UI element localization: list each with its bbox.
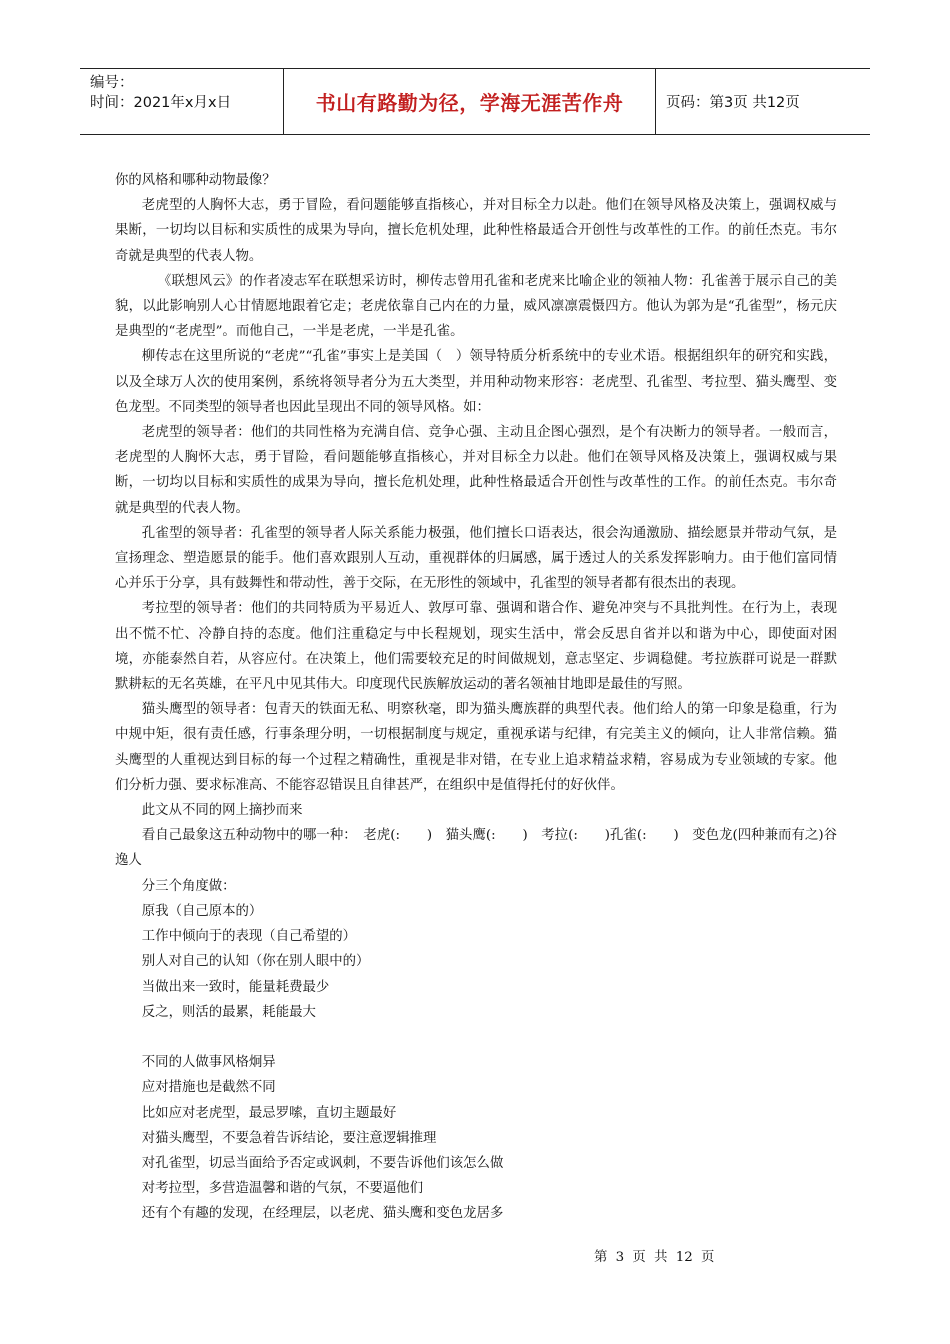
header-motto: 书山有路勤为径，学海无涯苦作舟	[284, 69, 656, 134]
paragraph: 柳传志在这里所说的“老虎”“孔雀”事实上是美国（ ）领导特质分析系统中的专业术语。根据组织年的研究和实践，以及全球万人次的使用案例，系统将领导者分为五大类型，并用种动物来形容：老虎型、孔雀型、考拉型、猫头鹰型、变色龙型。不同类型的领导者也因此呈现出不同的领导风格。如：	[115, 349, 837, 415]
list-item: 原我（自己原本的）	[141, 903, 263, 919]
list-item: 对考拉型，多营造温馨和谐的气氛，不要逼他们	[141, 1181, 423, 1197]
blank-line	[115, 1025, 837, 1050]
list-item: 分三个角度做：	[141, 878, 236, 894]
paragraph-question: 你的风格和哪种动物最像？	[115, 173, 276, 188]
list-item: 当做出来一致时，能量耗费最少	[141, 979, 330, 995]
list-item: 还有个有趣的发现，在经理层，以老虎、猫头鹰和变色龙居多	[141, 1206, 504, 1222]
paragraph: 猫头鹰型的领导者：包青天的铁面无私、明察秋毫，即为猫头鹰族群的典型代表。他们给人的第一印象是稳重，行为中规中矩，很有责任感，行事条理分明，一切根据制度与规定，重视承诺与纪律，有完美主义的倾向，让人非常信赖。猫头鹰型的人重视达到目标的每一个过程之精确性，重视是非对错，在专业上追求精益求精，容易成为专业领域的专家。他们分析力强、要求标准高、不能容忍错误且自律甚严，在组织中是值得托付的好伙伴。	[115, 702, 837, 793]
paragraph: 《联想风云》的作者凌志军在联想采访时，柳传志曾用孔雀和老虎来比喻企业的领袖人物：孔雀善于展示自己的美貌，以此影响别人心甘情愿地跟着它走；老虎依靠自己内在的力量，威风凛凛震慑四方。他认为郭为是“孔雀型”，杨元庆是典型的“老虎型”。而他自己，一半是老虎，一半是孔雀。	[115, 273, 837, 340]
list-item: 工作中倾向于的表现（自己希望的）	[141, 929, 357, 945]
list-item: 对孔雀型，切忌当面给予否定或讽刺，不要告诉他们该怎么做	[141, 1155, 504, 1171]
list-item: 比如应对老虎型，最忌罗嗦，直切主题最好	[141, 1105, 397, 1121]
list-item: 别人对自己的认知（你在别人眼中的）	[141, 954, 370, 970]
paragraph: 看自己最象这五种动物中的哪一种： 老虎(: ) 猫头鹰(: ) 考拉(: )孔雀(: ) 变色龙(四种兼而有之)谷逸人	[115, 828, 837, 869]
paragraph: 此文从不同的网上摘抄而来	[141, 803, 303, 819]
header-meta	[80, 69, 284, 134]
list-item: 反之，则活的最累，耗能最大	[141, 1004, 316, 1020]
number-label: 编号：	[90, 75, 134, 91]
time-label: 时间：2021年x月x日	[90, 95, 232, 111]
paragraph: 老虎型的领导者：他们的共同性格为充满自信、竞争心强、主动且企图心强烈，是个有决断力的领导者。一般而言，老虎型的人胸怀大志，勇于冒险，看问题能够直指核心，并对目标全力以赴。他们在领导风格及决策上，强调权威与果断，一切均以目标和实质性的成果为导向，擅长危机处理，此种性格最适合开创性与改革性的工作。的前任杰克。韦尔奇就是典型的代表人物。	[115, 425, 837, 516]
page-footer: 第 3 页 共 12 页	[594, 1250, 715, 1265]
list-item: 应对措施也是截然不同	[141, 1080, 276, 1096]
list-item: 对猫头鹰型，不要急着告诉结论，要注意逻辑推理	[141, 1130, 437, 1146]
header-page-info: 页码：第3页 共12页	[666, 95, 800, 111]
paragraph: 老虎型的人胸怀大志，勇于冒险，看问题能够直指核心，并对目标全力以赴。他们在领导风格及决策上，强调权威与果断，一切均以目标和实质性的成果为导向，擅长危机处理，此种性格最适合开创性与改革性的工作。的前任杰克。韦尔奇就是典型的代表人物。	[115, 198, 837, 264]
paragraph: 孔雀型的领导者：孔雀型的领导者人际关系能力极强，他们擅长口语表达，很会沟通激励、描绘愿景并带动气氛，是宣扬理念、塑造愿景的能手。他们喜欢跟别人互动，重视群体的归属感，属于透过人的关系发挥影响力。由于他们富同情心并乐于分享，具有鼓舞性和带动性，善于交际，在无形性的领域中，孔雀型的领导者都有很杰出的表现。	[115, 525, 837, 592]
page-header	[80, 68, 870, 135]
list-item: 不同的人做事风格炯异	[141, 1055, 276, 1071]
paragraph: 考拉型的领导者：他们的共同特质为平易近人、敦厚可靠、强调和谐合作、避免冲突与不具批判性。在行为上，表现出不慌不忙、冷静自持的态度。他们注重稳定与中长程规划，现实生活中，常会反思自省并以和谐为中心，即使面对困境，亦能泰然自若，从容应付。在决策上，他们需要较充足的时间做规划，意志坚定、步调稳健。考拉族群可说是一群默默耕耘的无名英雄，在平凡中见其伟大。印度现代民族解放运动的著名领袖甘地即是最佳的写照。	[115, 601, 837, 693]
document-body	[115, 168, 837, 1227]
